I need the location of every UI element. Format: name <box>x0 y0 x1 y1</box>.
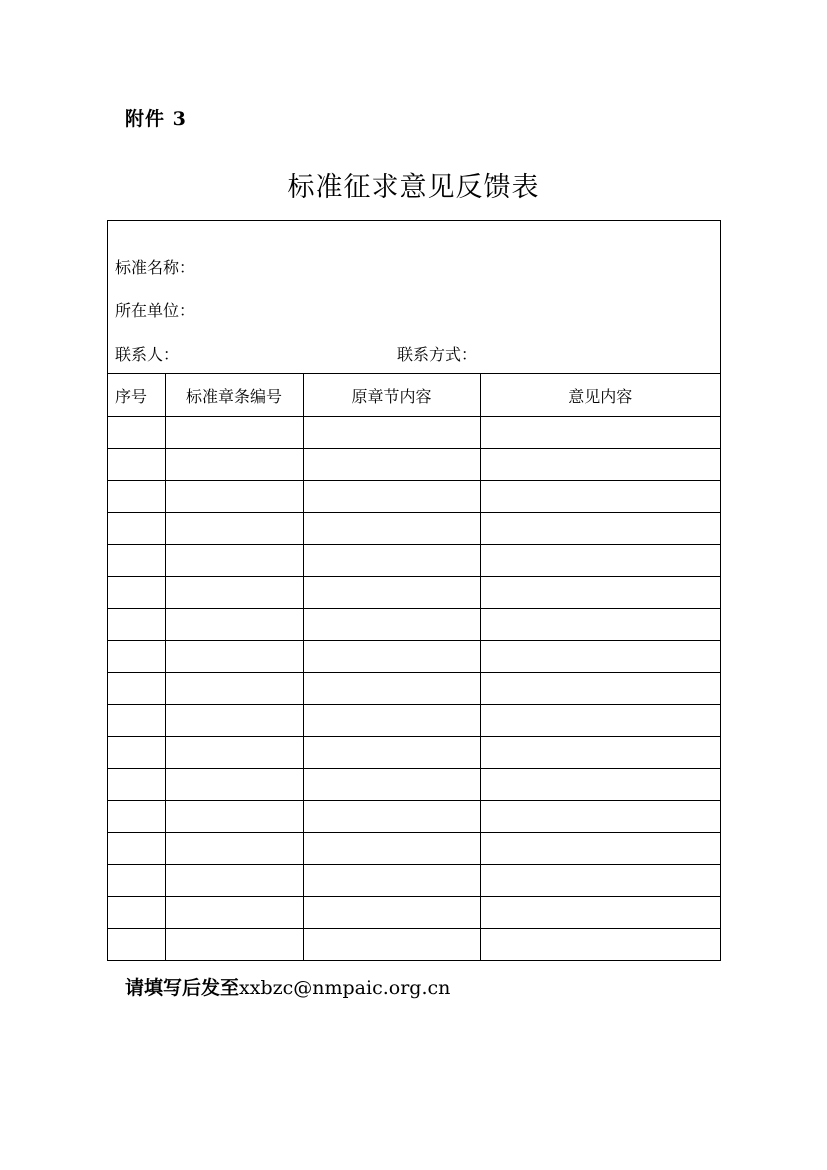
table-row <box>108 481 720 513</box>
table-row <box>108 449 720 481</box>
cell-clause[interactable] <box>165 929 303 961</box>
cell-serial[interactable] <box>108 865 165 897</box>
attachment-label: 附件 3 <box>125 108 187 130</box>
page-title: 标准征求意见反馈表 <box>287 172 540 203</box>
table-row <box>108 577 720 609</box>
cell-comment[interactable] <box>480 801 720 833</box>
cell-comment[interactable] <box>480 833 720 865</box>
cell-comment[interactable] <box>480 609 720 641</box>
cell-serial[interactable] <box>108 641 165 673</box>
cell-serial[interactable] <box>108 769 165 801</box>
table-row <box>108 641 720 673</box>
table-row <box>108 929 720 961</box>
table-row <box>108 769 720 801</box>
cell-original[interactable] <box>303 833 480 865</box>
cell-clause[interactable] <box>165 865 303 897</box>
cell-comment[interactable] <box>480 417 720 449</box>
cell-serial[interactable] <box>108 417 165 449</box>
table-row <box>108 513 720 545</box>
cell-serial[interactable] <box>108 449 165 481</box>
cell-clause[interactable] <box>165 481 303 513</box>
cell-comment[interactable] <box>480 865 720 897</box>
table-row <box>108 737 720 769</box>
cell-clause[interactable] <box>165 673 303 705</box>
cell-original[interactable] <box>303 801 480 833</box>
email-link[interactable]: xxbzc@nmpaic.org.cn <box>239 977 451 999</box>
footer-instruction-text: 请填写后发至 <box>125 977 240 999</box>
cell-original[interactable] <box>303 449 480 481</box>
header-comment-content: 意见内容 <box>480 374 720 417</box>
cell-original[interactable] <box>303 769 480 801</box>
standard-name-field[interactable]: 标准名称： <box>115 258 196 277</box>
cell-clause[interactable] <box>165 513 303 545</box>
cell-original[interactable] <box>303 577 480 609</box>
cell-serial[interactable] <box>108 577 165 609</box>
cell-comment[interactable] <box>480 481 720 513</box>
table-body <box>108 417 720 961</box>
cell-clause[interactable] <box>165 449 303 481</box>
form-info-section <box>108 221 720 374</box>
cell-clause[interactable] <box>165 609 303 641</box>
cell-clause[interactable] <box>165 897 303 929</box>
header-original-content: 原章节内容 <box>303 374 480 417</box>
cell-serial[interactable] <box>108 929 165 961</box>
cell-clause[interactable] <box>165 705 303 737</box>
cell-clause[interactable] <box>165 769 303 801</box>
cell-clause[interactable] <box>165 545 303 577</box>
header-serial-number: 序号 <box>108 374 165 417</box>
cell-serial[interactable] <box>108 481 165 513</box>
cell-original[interactable] <box>303 513 480 545</box>
cell-original[interactable] <box>303 481 480 513</box>
table-row <box>108 673 720 705</box>
cell-comment[interactable] <box>480 769 720 801</box>
unit-field[interactable]: 所在单位： <box>115 301 196 320</box>
cell-serial[interactable] <box>108 609 165 641</box>
cell-serial[interactable] <box>108 737 165 769</box>
cell-comment[interactable] <box>480 929 720 961</box>
table-header-row <box>108 374 720 417</box>
cell-comment[interactable] <box>480 897 720 929</box>
cell-serial[interactable] <box>108 705 165 737</box>
cell-original[interactable] <box>303 737 480 769</box>
cell-clause[interactable] <box>165 641 303 673</box>
cell-comment[interactable] <box>480 513 720 545</box>
cell-comment[interactable] <box>480 737 720 769</box>
cell-original[interactable] <box>303 417 480 449</box>
table-row <box>108 545 720 577</box>
feedback-form <box>107 220 721 961</box>
cell-original[interactable] <box>303 673 480 705</box>
cell-comment[interactable] <box>480 673 720 705</box>
cell-clause[interactable] <box>165 737 303 769</box>
cell-comment[interactable] <box>480 545 720 577</box>
cell-original[interactable] <box>303 897 480 929</box>
cell-serial[interactable] <box>108 673 165 705</box>
cell-original[interactable] <box>303 865 480 897</box>
cell-serial[interactable] <box>108 801 165 833</box>
contact-person-field[interactable]: 联系人： <box>115 345 180 364</box>
cell-serial[interactable] <box>108 513 165 545</box>
table-row <box>108 609 720 641</box>
cell-original[interactable] <box>303 641 480 673</box>
table-row <box>108 801 720 833</box>
cell-clause[interactable] <box>165 801 303 833</box>
feedback-table <box>108 374 720 960</box>
cell-serial[interactable] <box>108 833 165 865</box>
cell-comment[interactable] <box>480 449 720 481</box>
cell-original[interactable] <box>303 609 480 641</box>
cell-original[interactable] <box>303 545 480 577</box>
cell-original[interactable] <box>303 705 480 737</box>
table-row <box>108 897 720 929</box>
footer-instruction <box>125 973 450 1000</box>
contact-method-field[interactable]: 联系方式： <box>397 345 478 364</box>
cell-comment[interactable] <box>480 577 720 609</box>
cell-serial[interactable] <box>108 897 165 929</box>
cell-comment[interactable] <box>480 705 720 737</box>
table-row <box>108 833 720 865</box>
table-row <box>108 705 720 737</box>
cell-comment[interactable] <box>480 641 720 673</box>
cell-clause[interactable] <box>165 417 303 449</box>
table-row <box>108 417 720 449</box>
table-row <box>108 865 720 897</box>
cell-original[interactable] <box>303 929 480 961</box>
header-clause-number: 标准章条编号 <box>165 374 303 417</box>
cell-clause[interactable] <box>165 577 303 609</box>
cell-serial[interactable] <box>108 545 165 577</box>
cell-clause[interactable] <box>165 833 303 865</box>
